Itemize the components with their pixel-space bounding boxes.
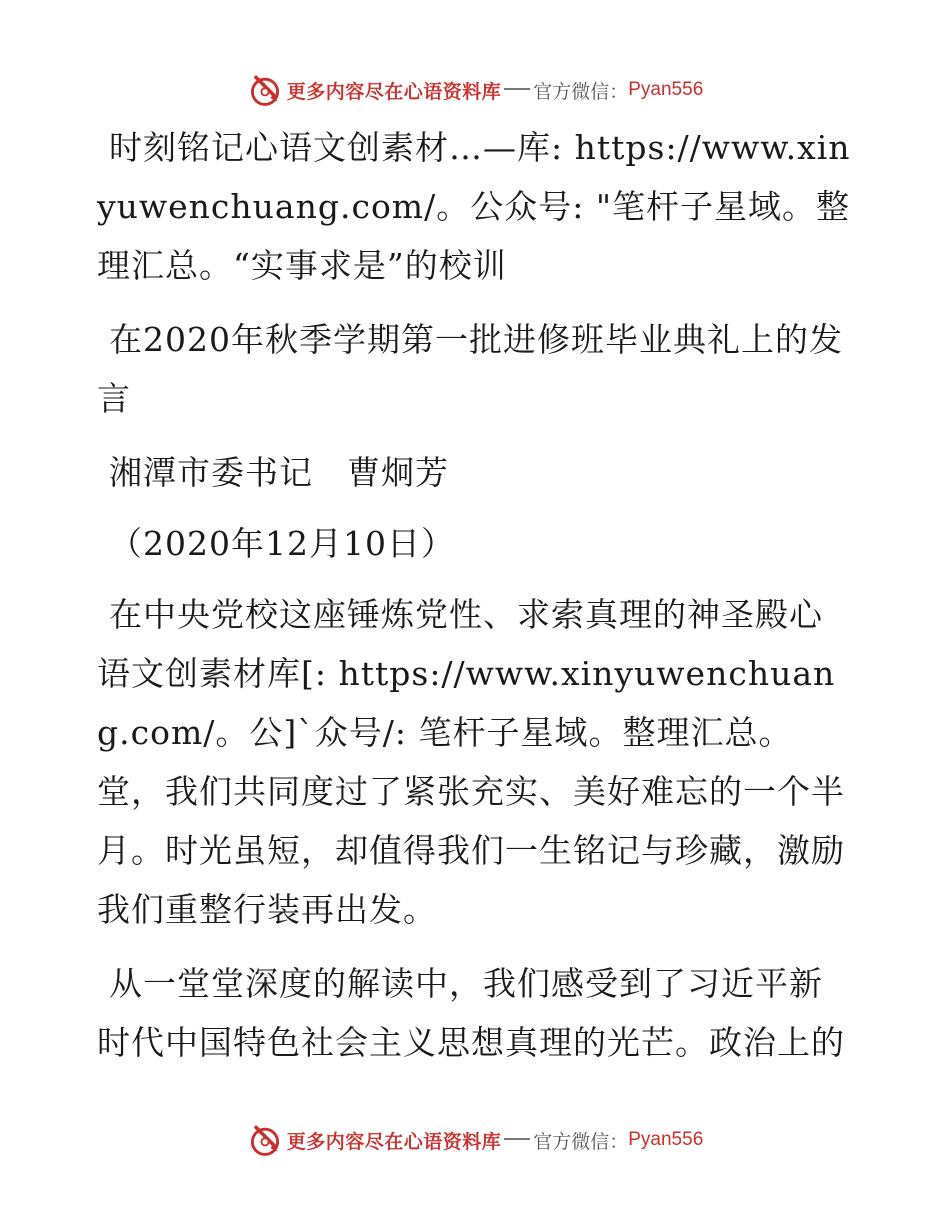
document-body <box>97 118 853 1087</box>
watermark-brand-text: 更多内容尽在心语资料库 <box>286 1130 502 1153</box>
document-title: 在2020年秋季学期第一批进修班毕业典礼上的发言 <box>97 320 843 418</box>
watermark-handle: Pyan556 <box>628 1129 704 1150</box>
watermark-brand-text: 更多内容尽在心语资料库 <box>286 80 502 103</box>
pen-circle-logo-icon <box>247 72 283 108</box>
watermark-footer <box>0 1120 950 1160</box>
watermark-dash <box>504 88 530 90</box>
paragraph-body-1: 在中央党校这座锤炼党性、求索真理的神圣殿心语文创素材库[: https://www.xinyuwenchuang.com/。公]`众号/: 笔杆子星域。整理汇总。堂，我们共同度过了紧张充实、美好难忘的一个半月。时光虽短，却值得我们一生铭记与珍藏，激励我们重整行装再出发。 <box>97 595 845 929</box>
paragraph-body-2: 从一堂堂深度的解读中，我们感受到了习近平新时代中国特色社会主义思想真理的光芒。政治上的 <box>97 964 845 1062</box>
watermark-official-label: 官方微信： <box>533 1130 629 1153</box>
watermark-dash <box>504 1138 530 1140</box>
watermark-header <box>0 70 950 110</box>
document-author: 湘潭市委书记 曹炯芳 <box>109 453 449 492</box>
watermark-official-label: 官方微信： <box>533 80 629 103</box>
watermark-handle: Pyan556 <box>628 79 704 100</box>
paragraph-intro: 时刻铭记心语文创素材…—库: https://www.xinyuwenchuang.com/。公众号: "笔杆子星域。整理汇总。“实事求是”的校训 <box>97 128 851 285</box>
pen-circle-logo-icon <box>247 1122 283 1158</box>
document-date: （2020年12月10日） <box>109 524 455 563</box>
